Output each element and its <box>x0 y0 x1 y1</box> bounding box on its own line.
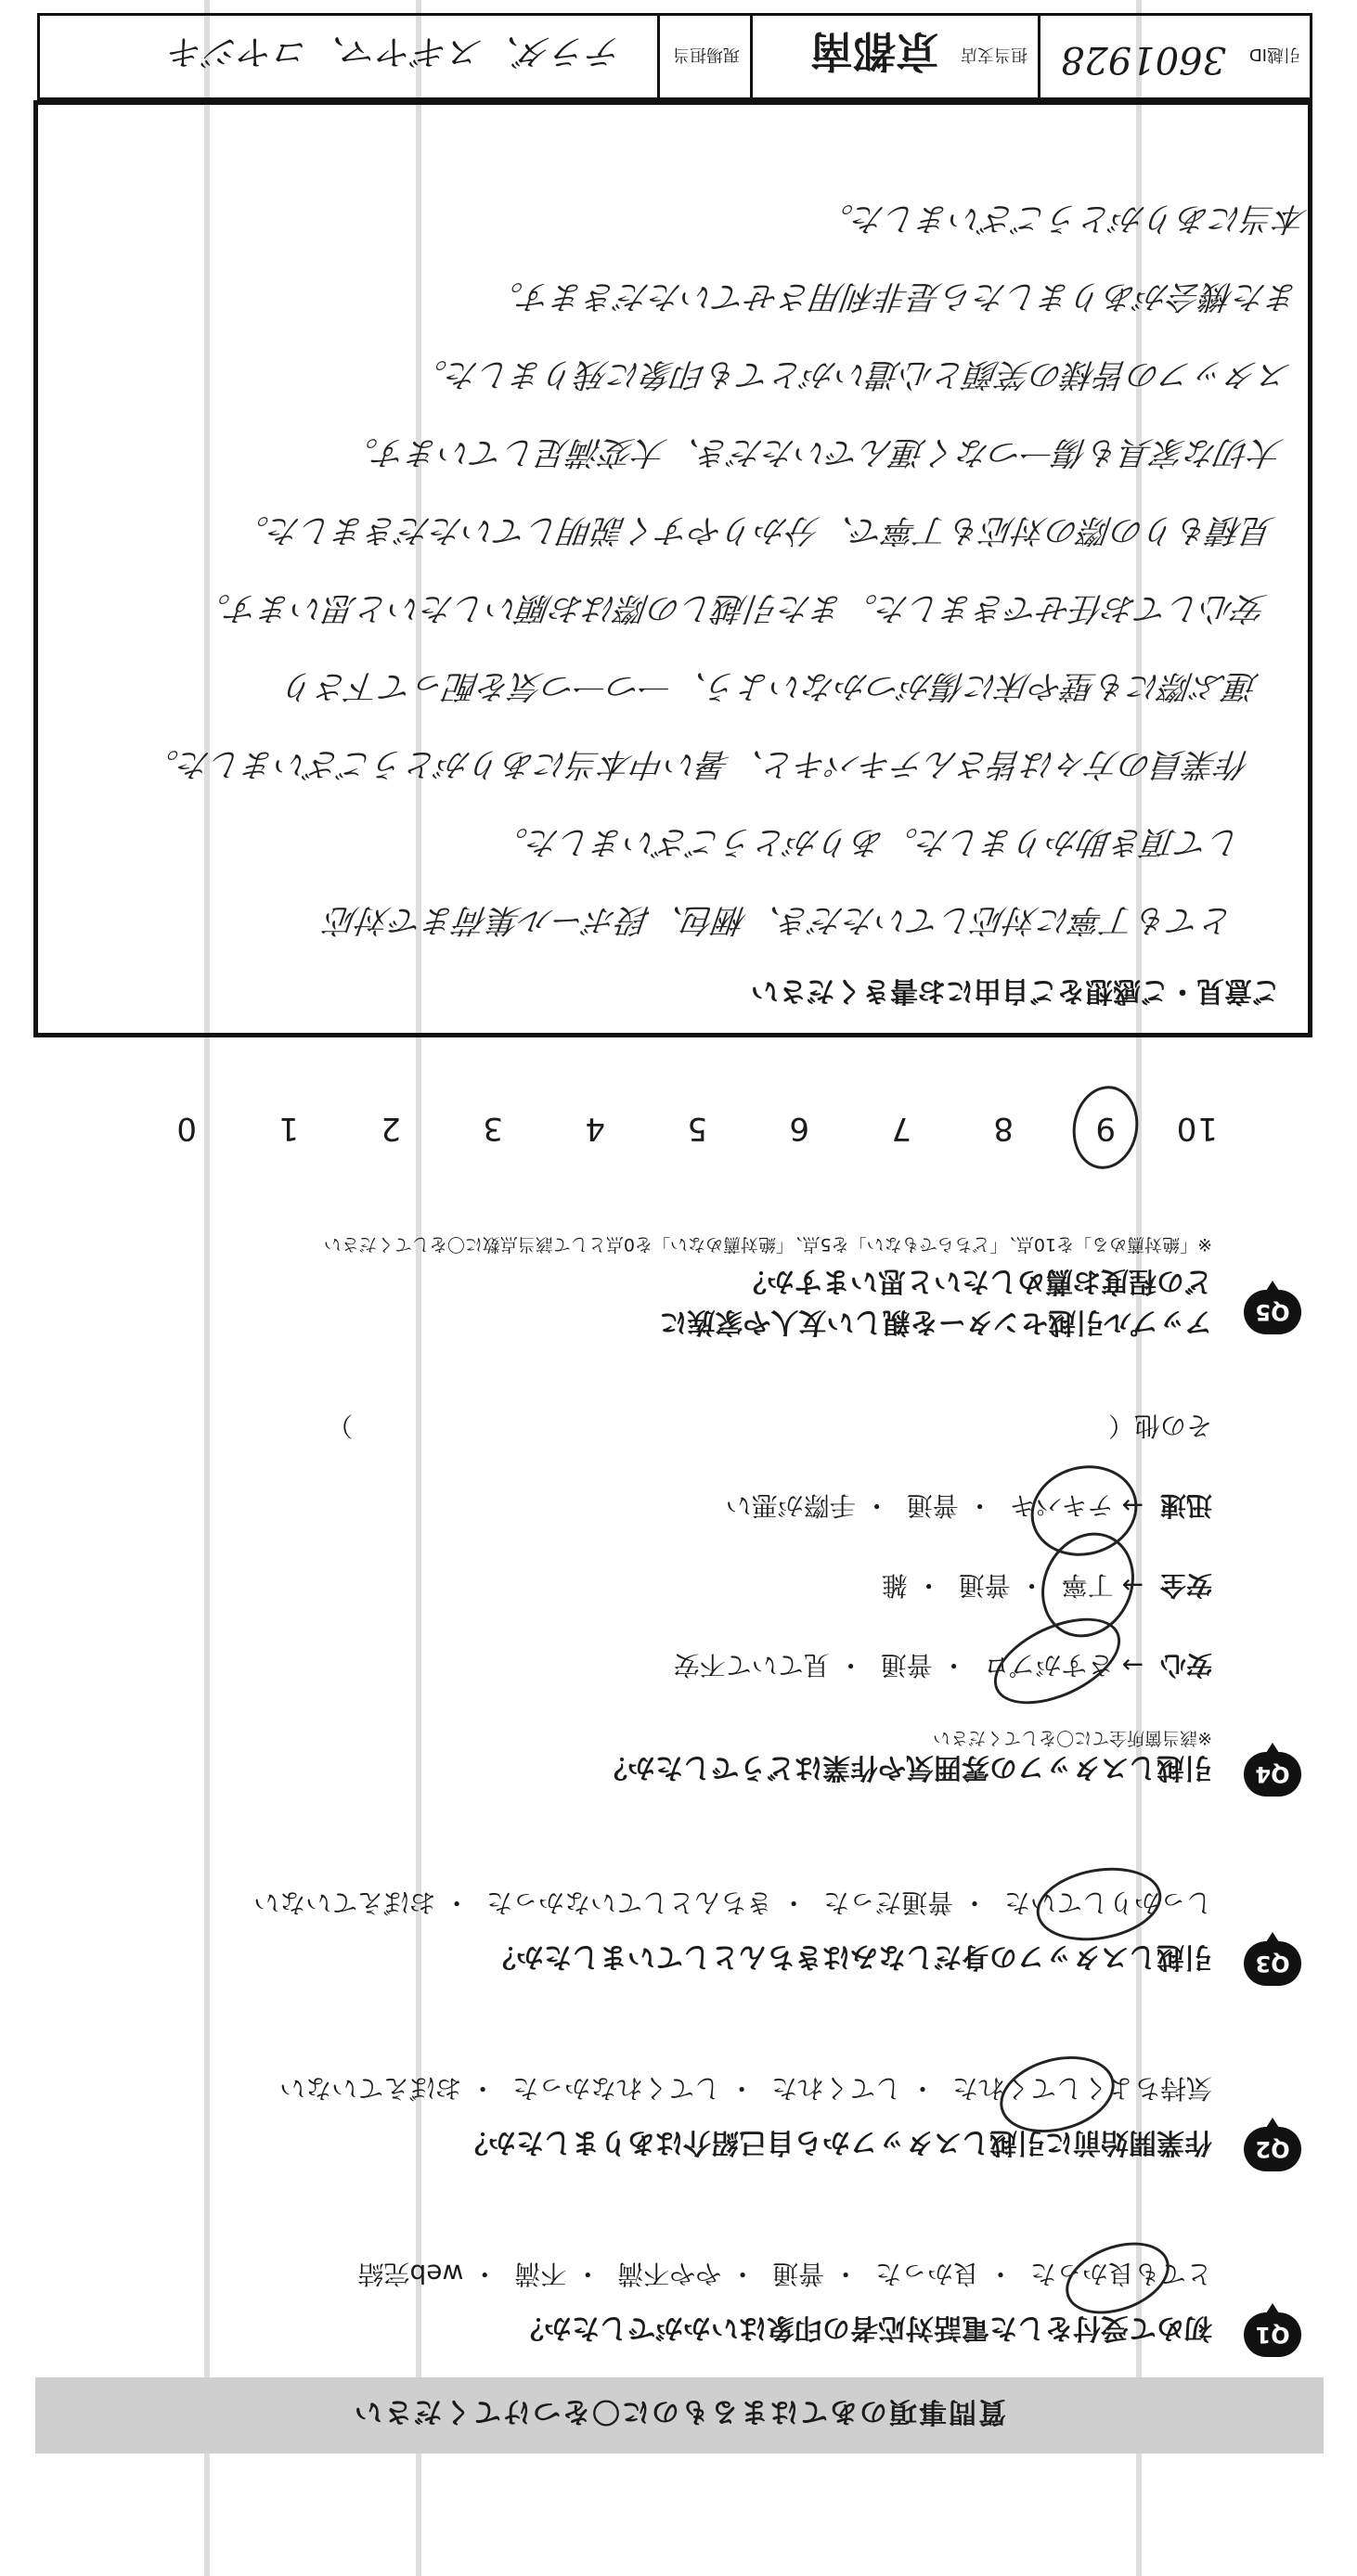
q4-other-close: ） <box>327 1410 354 1441</box>
q3-selection-circle <box>1030 1859 1167 1950</box>
question-5 <box>58 1166 1301 1351</box>
q4-row-jinsoku: 迅速→ テキパキ・ 普通・ 手際が悪い <box>725 1490 1212 1521</box>
q4-option[interactable]: 雑 <box>881 1570 908 1601</box>
scale-point[interactable]: 5 <box>686 1110 707 1147</box>
opinion-line: また機会がありましたら是非利用させていただきます。 <box>487 277 1302 315</box>
scale-point[interactable]: 1 <box>278 1110 299 1147</box>
q3-option[interactable]: 普通だった <box>823 1887 954 1918</box>
q3-option[interactable]: きちんとしていなかった <box>486 1887 773 1918</box>
q4-option[interactable]: 普通 <box>958 1570 1011 1601</box>
opinion-line: 安心してお任せできました。また引越しの際はお願いしたいと思います。 <box>195 589 1269 626</box>
q1-option[interactable]: やや不満 <box>617 2259 722 2289</box>
q2-option[interactable]: 気持ちよくしてくれた <box>951 2073 1212 2104</box>
q4-row-anzen: 安全→ 丁寧・ 普通・ 雑 <box>881 1570 1212 1601</box>
divider <box>750 16 753 97</box>
opinion-line: スタッフの皆様の笑顔と心遣いがとても印象に残りました。 <box>411 355 1294 393</box>
q4-other-label: その他（ <box>1107 1410 1212 1441</box>
q5-text-line1: アップル引越センターを親しい友人や家族に <box>659 1306 1212 1338</box>
scale-point[interactable]: 2 <box>380 1110 401 1147</box>
scale-point[interactable]: 9 <box>1094 1110 1116 1147</box>
q4-row-label: 迅速 <box>1159 1490 1212 1521</box>
q1-options: とても良かった・ 良かった・ 普通・ やや不満・ 不満・ web完結 <box>357 2259 1212 2289</box>
q4-option[interactable]: 見ていて不安 <box>673 1650 830 1681</box>
q2-option[interactable]: おぼえていない <box>279 2073 462 2104</box>
q1-text: 初めて受付をした電話対応者の印象はいかがでしたか？ <box>516 2312 1212 2344</box>
q4-option[interactable]: テキパキ <box>1009 1490 1114 1521</box>
q5-badge: Q5 <box>1244 1290 1301 1334</box>
branch-label: 担当支店 <box>961 45 1027 64</box>
q4-text: 引越しスタッフの雰囲気や作業はどうでしたか？ <box>600 1751 1212 1784</box>
divider <box>657 16 660 97</box>
q4-row-anshin: 安心→ さすがプロ・ 普通・ 見ていて不安 <box>673 1650 1212 1681</box>
q4-row-label: 安全 <box>1159 1570 1212 1601</box>
opinion-line: 運ぶ際にも壁や床に傷がつかないよう、一つ一つ気を配って下さり <box>281 667 1260 704</box>
question-2 <box>58 2069 1301 2171</box>
opinion-line: 本当にありがとうございました。 <box>818 200 1310 237</box>
opinion-box <box>33 100 1312 1037</box>
q4-other <box>310 1409 1212 1446</box>
q4-note: ※該当箇所全てに〇をしてください <box>933 1728 1212 1748</box>
q3-options: しっかりしていた・ 普通だった・ きちんとしていなかった・ おぼえていない <box>253 1887 1212 1918</box>
q1-badge: Q1 <box>1244 2312 1301 2357</box>
q1-option[interactable]: 不満 <box>514 2259 567 2289</box>
q1-option[interactable]: 良かった <box>875 2259 980 2289</box>
scale-point[interactable]: 4 <box>584 1110 605 1147</box>
q2-text: 作業開始前に引越しスタッフから自己紹介はありましたか？ <box>460 2126 1212 2158</box>
q2-option[interactable]: してくれなかった <box>512 2073 721 2104</box>
opinion-line: して頂き助かりました。ありがとうございました。 <box>492 823 1245 860</box>
instruction-banner <box>35 2377 1324 2454</box>
id-label: 引越ID <box>1248 45 1300 64</box>
q1-option[interactable]: 普通 <box>772 2259 825 2289</box>
footer-info-row <box>37 13 1312 100</box>
q4-option[interactable]: 丁寧 <box>1061 1570 1114 1601</box>
q5-selection-circle <box>1066 1081 1145 1175</box>
scale-point[interactable]: 3 <box>482 1110 503 1147</box>
staff-label: 現場担当 <box>673 45 740 64</box>
q1-option[interactable]: web完結 <box>357 2259 464 2289</box>
q2-badge: Q2 <box>1244 2127 1301 2171</box>
q4-option[interactable]: さすがプロ <box>983 1650 1114 1681</box>
staff-value: テラダ、スギヤマ、コヤジキ <box>169 32 623 72</box>
q2-option[interactable]: してくれた <box>771 2073 902 2104</box>
q4-badge: Q4 <box>1244 1752 1301 1797</box>
q4-option[interactable]: 手際が悪い <box>725 1490 856 1521</box>
opinion-line: とても丁寧に対応していただき、梱包、段ボール集荷まで対応 <box>324 901 1236 938</box>
q2-options: 気持ちよくしてくれた・ してくれた・ してくれなかった・ おぼえていない <box>279 2073 1212 2104</box>
opinion-line: 見積もりの際の対応も丁寧で、分かりやすく説明していただきました。 <box>233 511 1277 548</box>
question-4 <box>58 1407 1301 1797</box>
q3-option[interactable]: しっかりしていた <box>1003 1887 1212 1918</box>
question-3 <box>58 1884 1301 1986</box>
q3-text: 引越しスタッフの身だしなみはきちんとしていましたか？ <box>488 1940 1212 1973</box>
scale-point[interactable]: 0 <box>175 1110 197 1147</box>
q5-text-line2: どの程度お薦めしたいと思いますか？ <box>739 1265 1212 1297</box>
q3-badge: Q3 <box>1244 1941 1301 1986</box>
id-value: 3601928 <box>1060 38 1226 81</box>
q1-option[interactable]: とても良かった <box>1029 2259 1212 2289</box>
recommend-scale <box>95 1110 1218 1147</box>
question-1 <box>58 2255 1301 2357</box>
divider <box>1038 16 1040 97</box>
opinion-handwriting[interactable] <box>34 179 1312 959</box>
q3-option[interactable]: おぼえていない <box>253 1887 436 1918</box>
instruction-text: 質問事項のあてはまるものに〇をつけてください <box>353 2395 1006 2428</box>
scale-point[interactable]: 10 <box>1175 1110 1218 1147</box>
scale-point[interactable]: 8 <box>992 1110 1014 1147</box>
opinion-line: 作業員の方々は皆さんテキパキと、暑い中本当にありがとうございました。 <box>143 745 1253 782</box>
q4-option[interactable]: 普通 <box>906 1490 959 1521</box>
branch-value: 京都南 <box>810 26 938 76</box>
scale-point[interactable]: 7 <box>890 1110 911 1147</box>
opinion-line: 大切な家具も傷一つなく運んでいただき、大変満足しています。 <box>342 433 1286 470</box>
q4-row-label: 安心 <box>1159 1650 1212 1681</box>
opinion-title: ご意見・ご感想をご自由にお書きください <box>751 974 1280 1007</box>
q5-note: ※「絶対薦める」を10点、「どちらでもない」を5点、「絶対薦めない」を0点として該当点数に〇をしてください <box>323 1234 1212 1255</box>
scale-point[interactable]: 6 <box>788 1110 809 1147</box>
q4-option[interactable]: 普通 <box>880 1650 933 1681</box>
